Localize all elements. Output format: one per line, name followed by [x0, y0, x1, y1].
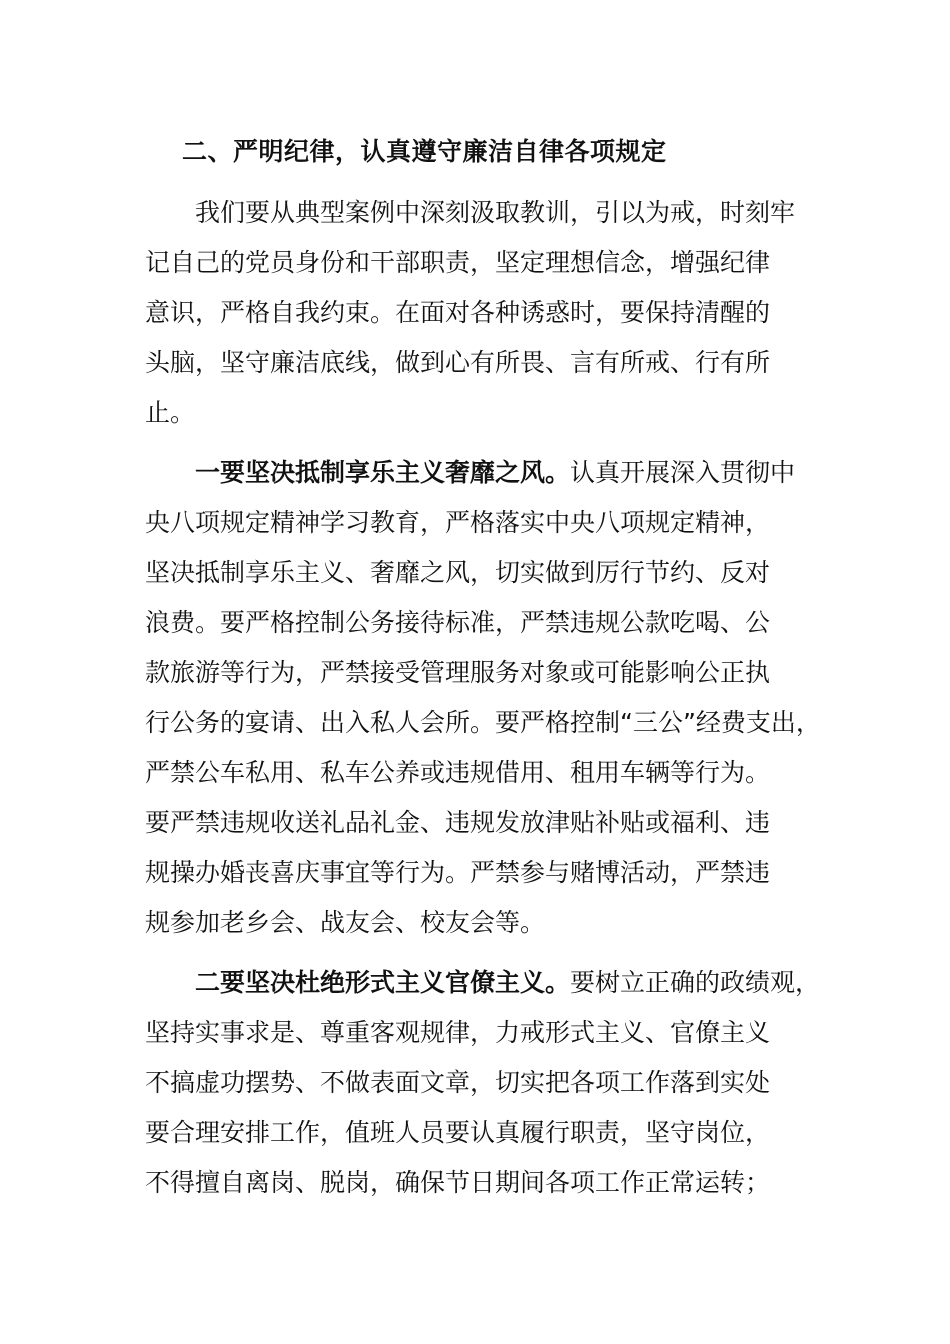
paragraph-lead-bold: 二要坚决杜绝形式主义官僚主义。: [195, 968, 571, 997]
text-line: 我们要从典型案例中深刻汲取教训，引以为戒，时刻牢: [145, 198, 796, 227]
text-line: 款旅游等行为，严禁接受管理服务对象或可能影响公正执: [145, 658, 771, 687]
text-line: [145, 958, 825, 1008]
text-line: 严禁公车私用、私车公养或违规借用、租用车辆等行为。: [145, 758, 771, 787]
text-line: 规操办婚丧喜庆事宜等行为。严禁参与赌博活动，严禁违: [145, 858, 771, 887]
text-line: 要严禁违规收送礼品礼金、违规发放津贴补贴或福利、违: [145, 808, 771, 837]
paragraph-formalism: [145, 958, 825, 1208]
paragraph-lead-text: 要树立正确的政绩观，: [570, 968, 821, 997]
text-line: 浪费。要严格控制公务接待标准，严禁违规公款吃喝、公: [145, 608, 771, 637]
text-line: 不得擅自离岗、脱岗，确保节日期间各项工作正常运转；: [145, 1168, 771, 1197]
text-line: 央八项规定精神学习教育，严格落实中央八项规定精神，: [145, 508, 771, 537]
text-line: 要合理安排工作，值班人员要认真履行职责，坚守岗位，: [145, 1118, 771, 1147]
text-line: 行公务的宴请、出入私人会所。要严格控制“三公”经费支出，: [145, 708, 821, 737]
text-line: 不搞虚功摆势、不做表面文章，切实把各项工作落到实处: [145, 1068, 771, 1097]
text-line: 记自己的党员身份和干部职责，坚定理想信念，增强纪律: [145, 248, 771, 277]
paragraph-lessons: [145, 188, 825, 438]
text-line: 止。: [145, 398, 196, 427]
text-line: 意识，严格自我约束。在面对各种诱惑时，要保持清醒的: [145, 298, 771, 327]
paragraph-lead-bold: 一要坚决抵制享乐主义奢靡之风。: [195, 458, 571, 487]
text-line: 坚持实事求是、尊重客观规律，力戒形式主义、官僚主义: [145, 1018, 771, 1047]
paragraph-extravagance: [145, 448, 825, 948]
text-line: 坚决抵制享乐主义、奢靡之风，切实做到厉行节约、反对: [145, 558, 771, 587]
paragraph-lead-text: 认真开展深入贯彻中: [570, 458, 796, 487]
text-line: [145, 448, 825, 498]
text-line: 头脑，坚守廉洁底线，做到心有所畏、言有所戒、行有所: [145, 348, 771, 377]
section-heading: 二、严明纪律，认真遵守廉洁自律各项规定: [182, 137, 667, 166]
text-line: 规参加老乡会、战友会、校友会等。: [145, 908, 546, 937]
